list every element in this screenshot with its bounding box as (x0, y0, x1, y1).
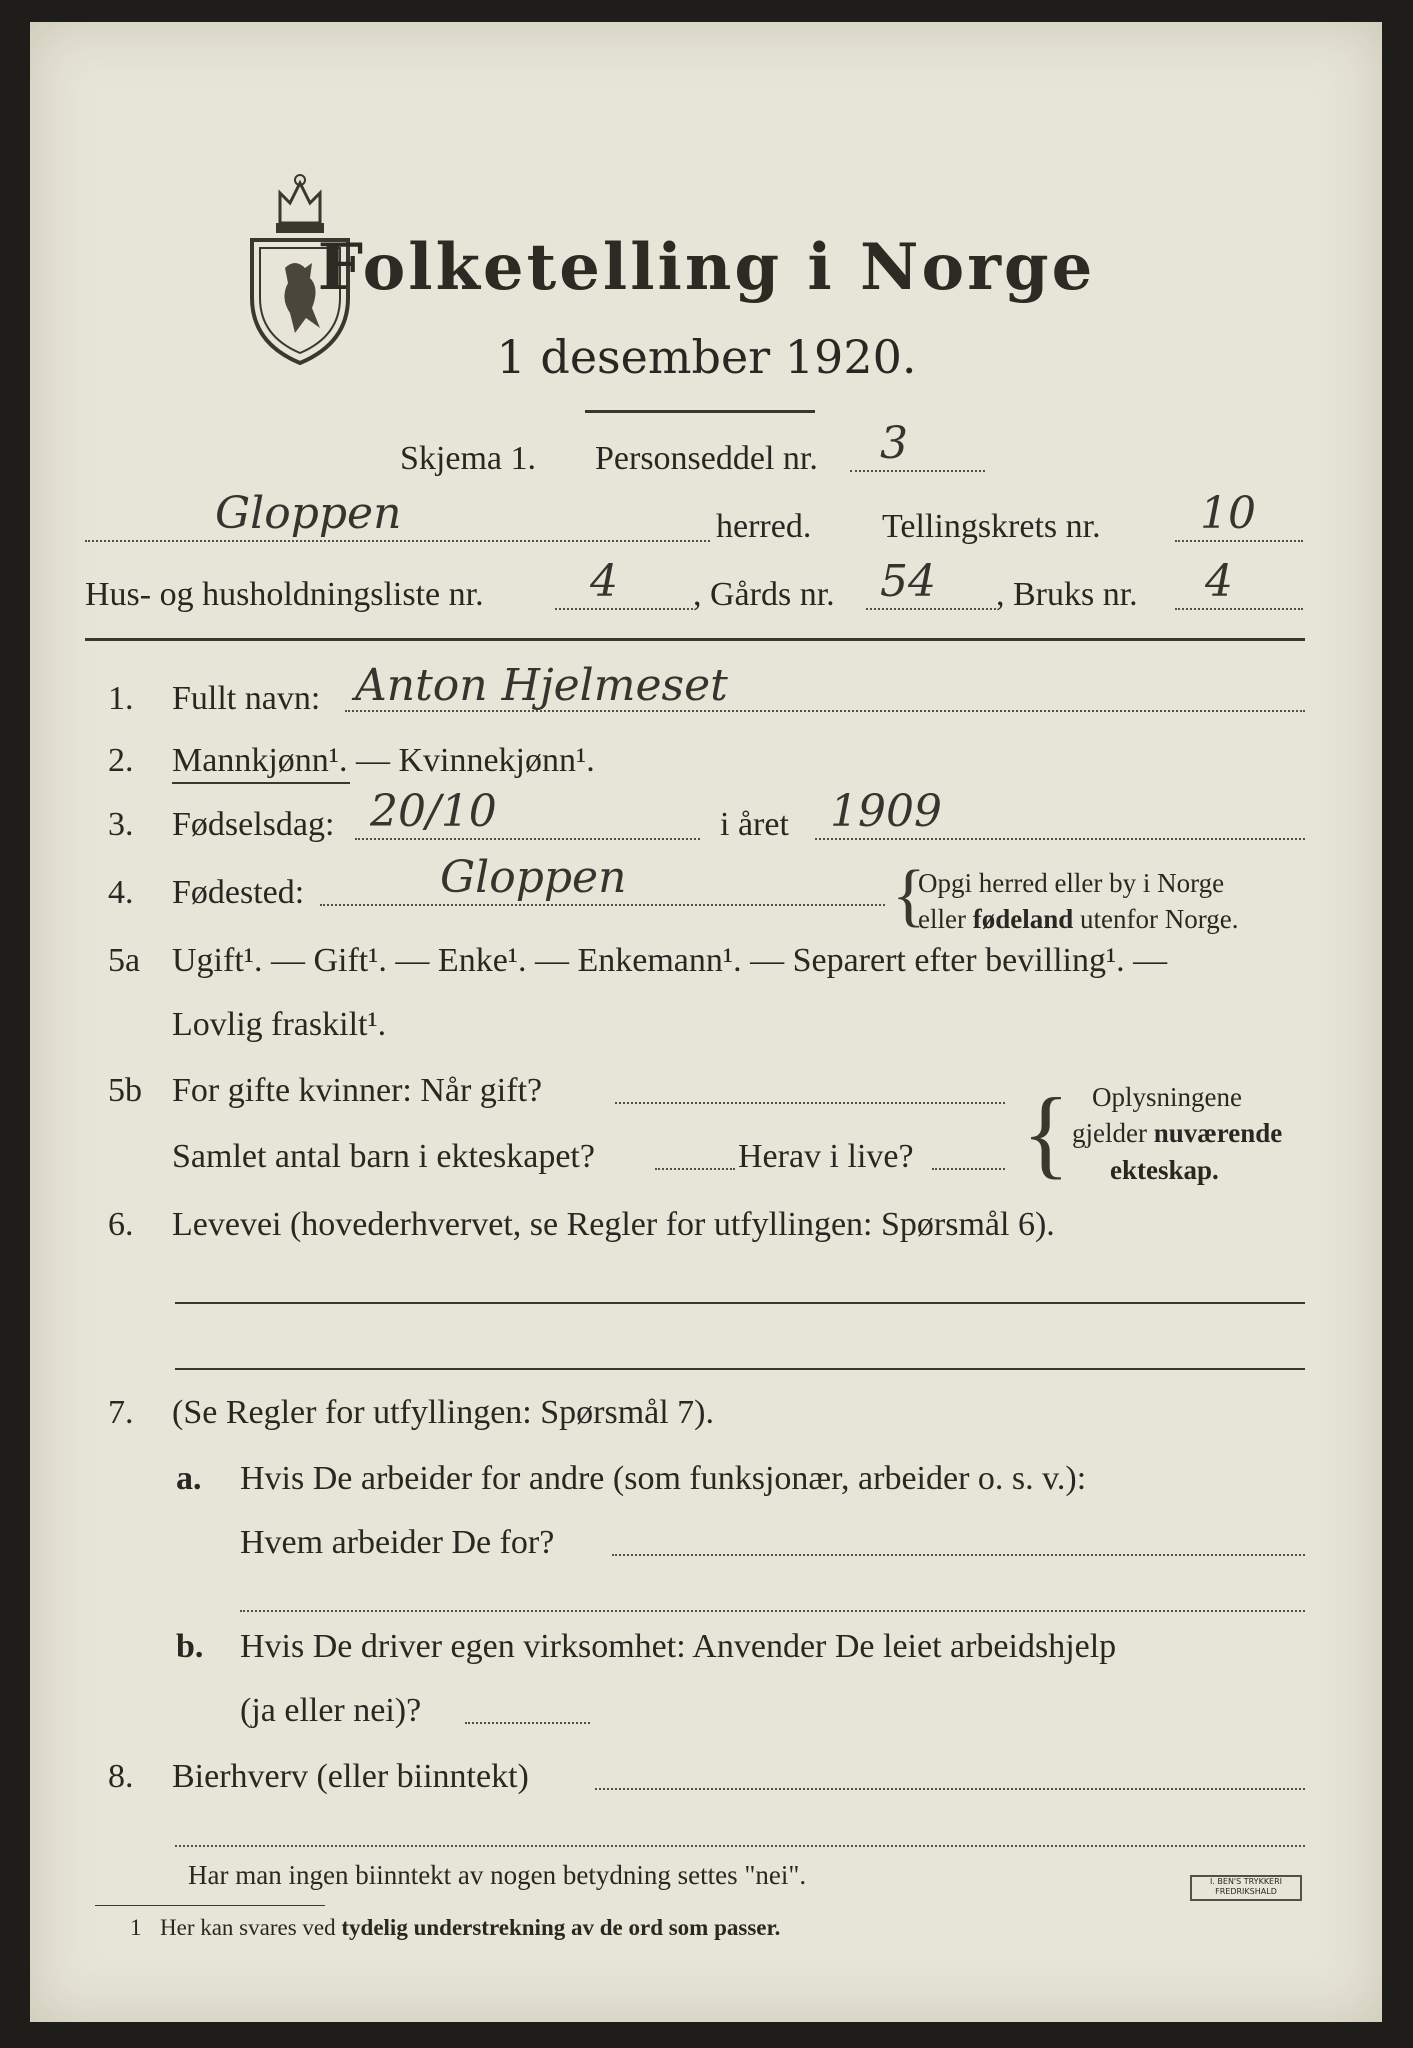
side-income-line[interactable] (595, 1788, 1305, 1790)
q2-number: 2. (108, 742, 134, 779)
q7-number: 7. (108, 1394, 134, 1431)
birth-year-value[interactable]: 1909 (830, 786, 942, 837)
herred-line (85, 540, 710, 542)
q4-number: 4. (108, 874, 134, 911)
bruks-value[interactable]: 4 (1205, 556, 1233, 607)
q6-label: Levevei (hovederhvervet, se Regler for utfyllingen: Spørsmål 6). (172, 1206, 1055, 1243)
herred-label: herred. (716, 508, 812, 545)
side-income-line-2[interactable] (175, 1845, 1305, 1847)
q7b-mark: b. (176, 1628, 204, 1665)
full-name-value[interactable]: Anton Hjelmeset (355, 660, 728, 711)
q6-number: 6. (108, 1206, 134, 1243)
year-label: i året (720, 806, 789, 843)
marital-status-options-2[interactable]: Lovlig fraskilt¹. (172, 1006, 387, 1043)
occupation-line-1[interactable] (175, 1302, 1305, 1304)
gards-value[interactable]: 54 (880, 556, 936, 607)
bruks-label: , Bruks nr. (996, 576, 1138, 613)
bruks-line (1175, 608, 1303, 610)
q4-line (320, 904, 885, 906)
q5b-number: 5b (108, 1072, 142, 1109)
q5b-label: For gifte kvinner: Når gift? (172, 1072, 543, 1109)
hus-value[interactable]: 4 (590, 556, 618, 607)
personseddel-value[interactable]: 3 (880, 418, 908, 469)
footer-note: Har man ingen biinntekt av nogen betydning settes "nei". (188, 1860, 807, 1890)
gards-line (866, 608, 996, 610)
children-line (655, 1168, 735, 1170)
printer-stamp: I. BEN'S TRYKKERI FREDRIKSHALD (1190, 1875, 1302, 1901)
footnote-text: Her kan svares ved tydelig understrekning av de ord som passer. (160, 1915, 781, 1940)
q7a-label: Hvis De arbeider for andre (som funksjonær, arbeider o. s. v.): (240, 1460, 1087, 1497)
birthplace-value[interactable]: Gloppen (440, 852, 627, 903)
tellingskrets-label: Tellingskrets nr. (882, 508, 1101, 545)
q5b-brace: { (1022, 1077, 1070, 1188)
census-date: 1 desember 1920. (496, 330, 917, 384)
tellingskrets-line (1175, 540, 1303, 542)
q7b-label-2: (ja eller nei)? (240, 1692, 422, 1729)
employer-line-2[interactable] (240, 1610, 1305, 1612)
gender-underline (172, 782, 350, 784)
q5b-note-2: gjelder nuværende (1072, 1118, 1283, 1148)
hired-help-line[interactable] (465, 1722, 590, 1724)
q3-label: Fødselsdag: (172, 806, 335, 843)
q4-brace: { (892, 857, 926, 934)
form-title: Folketelling i Norge (317, 230, 1096, 305)
title-underline (585, 410, 815, 413)
q7a-label-2: Hvem arbeider De for? (240, 1524, 555, 1561)
occupation-line-2[interactable] (175, 1368, 1305, 1370)
hus-label: Hus- og husholdningsliste nr. (85, 576, 484, 613)
gards-label: , Gårds nr. (693, 576, 835, 613)
header-divider (85, 638, 1305, 641)
personseddel-label: Personseddel nr. (595, 440, 818, 477)
q5b-children-label: Samlet antal barn i ekteskapet? (172, 1138, 595, 1175)
q5b-note-3: ekteskap. (1110, 1155, 1219, 1185)
q5b-note-1: Oplysningene (1092, 1082, 1242, 1112)
tellingskrets-value[interactable]: 10 (1200, 488, 1256, 539)
q4-label: Fødested: (172, 874, 305, 911)
q1-number: 1. (108, 680, 134, 717)
q8-number: 8. (108, 1758, 134, 1795)
herred-value[interactable]: Gloppen (215, 488, 402, 539)
q3-number: 3. (108, 806, 134, 843)
q3-line (355, 838, 700, 840)
q5b-alive-label: Herav i live? (738, 1138, 914, 1175)
married-when-line (615, 1102, 1005, 1104)
hus-line (555, 608, 693, 610)
birthdate-value[interactable]: 20/10 (370, 786, 497, 837)
q5a-number: 5a (108, 942, 141, 979)
q1-label: Fullt navn: (172, 680, 321, 717)
schema-label: Skjema 1. (400, 440, 536, 477)
marital-status-options[interactable]: Ugift¹. — Gift¹. — Enke¹. — Enkemann¹. — Separert efter bevilling¹. — (172, 942, 1168, 979)
q7-label: (Se Regler for utfyllingen: Spørsmål 7). (172, 1394, 715, 1431)
footnote-mark: 1 (130, 1915, 142, 1940)
q8-label: Bierhverv (eller biinntekt) (172, 1758, 529, 1795)
q7a-mark: a. (176, 1460, 202, 1497)
employer-line[interactable] (612, 1554, 1305, 1556)
q4-note-2: eller fødeland utenfor Norge. (918, 904, 1239, 934)
gender-options[interactable]: Mannkjønn¹. — Kvinnekjønn¹. (172, 742, 595, 779)
personseddel-line (850, 470, 985, 472)
alive-line (932, 1168, 1005, 1170)
year-line (815, 838, 1305, 840)
footnote-divider (95, 1905, 325, 1906)
q7b-label: Hvis De driver egen virksomhet: Anvender De leiet arbeidshjelp (240, 1628, 1117, 1665)
q4-note-1: Opgi herred eller by i Norge (918, 868, 1225, 898)
